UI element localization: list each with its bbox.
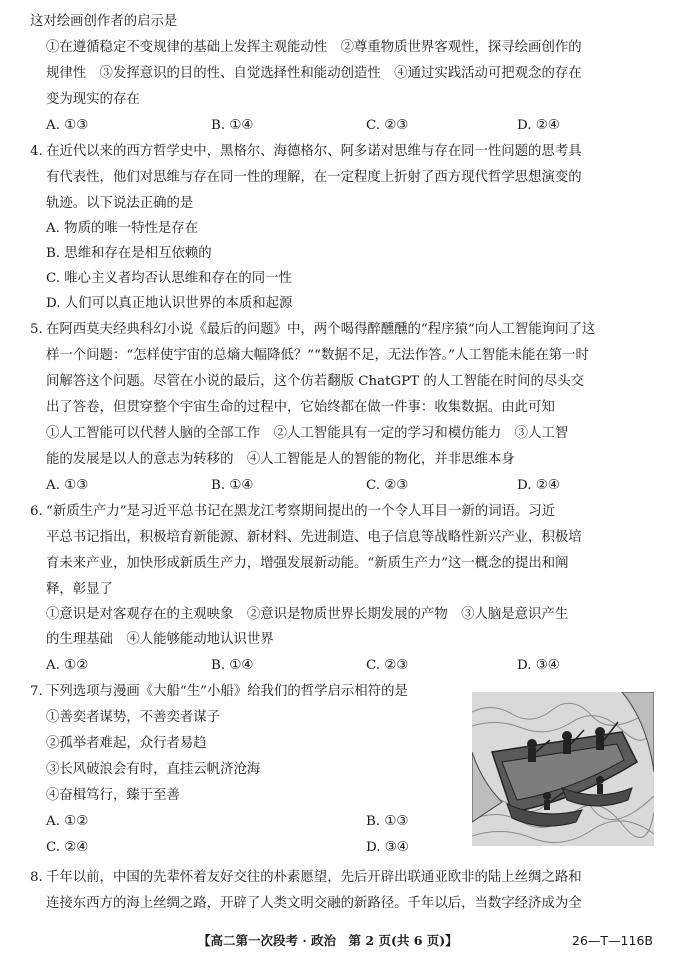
q6-number: 6. <box>30 504 43 519</box>
q6-stem-line: 育未来产业，加快形成新质生产力，增强发展新动能。“新质生产力”这一概念的提出和阐 <box>46 556 569 571</box>
q3-option-line: 规律性 ③发挥意识的目的性、自觉选择性和能动创造性 ④通过实践活动可把观念的存在 <box>46 66 582 81</box>
q3-stem: 这对绘画创作者的启示是 <box>30 14 178 29</box>
q7-number: 7. <box>30 684 43 699</box>
q6-stem-line: 释，彰显了 <box>46 582 113 597</box>
q6-answer-b: B. ①④ <box>211 658 254 673</box>
q3-answer-a: A. ①③ <box>46 118 89 133</box>
q6-option-line: ①意识是对客观存在的主观映象 ②意识是物质世界长期发展的产物 ③人脑是意识产生 <box>46 607 569 622</box>
q7-option-2: ②孤举者难起，众行者易趋 <box>46 736 207 751</box>
q5-stem-line: 在阿西莫夫经典科幻小说《最后的问题》中，两个喝得醉醺醺的“程序猿”向人工智能询问了这 <box>46 322 596 337</box>
q3-answer-b: B. ①④ <box>211 118 254 133</box>
q4-choice-d: D. 人们可以真正地认识世界的本质和起源 <box>46 296 293 311</box>
q7-answer-b: B. ①③ <box>366 814 409 829</box>
q4-number: 4. <box>30 144 43 159</box>
q8-stem-line: 千年以前，中国的先辈怀着友好交往的朴素愿望，先后开辟出联通亚欧非的陆上丝绸之路和 <box>46 870 582 885</box>
q4-stem-line: 有代表性，他们对思维与存在同一性的理解，在一定程度上折射了西方现代哲学思想演变的 <box>46 170 582 185</box>
q8-stem-line: 连接东西方的海上丝绸之路，开辟了人类文明交融的新路径。千年以后，当数字经济成为全 <box>46 896 582 911</box>
q5-answer-b: B. ①④ <box>211 478 254 493</box>
q4-choice-b: B. 思维和存在是相互依赖的 <box>46 246 212 261</box>
q5-option-line: ①人工智能可以代替人脑的全部工作 ②人工智能具有一定的学习和模仿能力 ③人工智 <box>46 426 569 441</box>
boat-cartoon-illustration <box>472 692 654 846</box>
q6-option-line: 的生理基础 ④人能够能动地认识世界 <box>46 632 274 647</box>
q5-stem-line: 出了答卷，但贯穿整个宇宙生命的过程中，它始终都在做一件事：收集数据。由此可知 <box>46 400 555 415</box>
q4-choice-c: C. 唯心主义者均否认思维和存在的同一性 <box>46 271 292 286</box>
q7-answer-a: A. ①② <box>46 814 89 829</box>
q8-number: 8. <box>30 870 43 885</box>
q5-answer-d: D. ②④ <box>517 478 560 493</box>
q7-option-1: ①善奕者谋势，不善奕者谋子 <box>46 710 221 725</box>
page-footer <box>0 930 677 952</box>
q6-stem-line: “新质生产力”是习近平总书记在黑龙江考察期间提出的一个令人耳目一新的词语。习近 <box>46 504 556 519</box>
exam-code: 26—T—116B <box>572 933 653 948</box>
q3-option-line: ①在遵循稳定不变规律的基础上发挥主观能动性 ②尊重物质世界客观性，探寻绘画创作的 <box>46 40 582 55</box>
q7-answer-d: D. ③④ <box>366 840 409 855</box>
q3-answer-c: C. ②③ <box>366 118 409 133</box>
q7-option-4: ④奋楫笃行，臻于至善 <box>46 788 180 803</box>
q7-option-3: ③长风破浪会有时，直挂云帆济沧海 <box>46 762 261 777</box>
q6-answer-a: A. ①② <box>46 658 89 673</box>
q3-option-line: 变为现实的存在 <box>46 92 140 107</box>
q5-answer-a: A. ①③ <box>46 478 89 493</box>
q4-choice-a: A. 物质的唯一特性是存在 <box>46 221 199 236</box>
q4-stem-line: 轨迹。以下说法正确的是 <box>46 196 194 211</box>
q5-stem-line: 间解答这个问题。尽管在小说的最后，这个仿若翻版 ChatGPT 的人工智能在时间的尽头交 <box>46 374 585 389</box>
q5-option-line: 能的发展是以人的意志为转移的 ④人工智能是人的智能的物化，并非思维本身 <box>46 452 515 467</box>
q5-answer-c: C. ②③ <box>366 478 409 493</box>
q4-stem-line: 在近代以来的西方哲学史中，黑格尔、海德格尔、阿多诺对思维与存在同一性问题的思考具 <box>46 144 582 159</box>
q6-answer-d: D. ③④ <box>517 658 560 673</box>
exam-footer-title: 【高二第一次段考 · 政治 第 2 页(共 6 页)】 <box>198 933 458 948</box>
q5-stem-line: 样一个问题：“怎样使宇宙的总熵大幅降低？”“数据不足，无法作答。”人工智能未能在第一时 <box>46 348 589 363</box>
q6-answer-c: C. ②③ <box>366 658 409 673</box>
q3-answer-d: D. ②④ <box>517 118 560 133</box>
q7-answer-c: C. ②④ <box>46 840 89 855</box>
q7-stem: 下列选项与漫画《大船“生”小船》给我们的哲学启示相符的是 <box>46 684 408 699</box>
q6-stem-line: 平总书记指出，积极培育新能源、新材料、先进制造、电子信息等战略性新兴产业，积极培 <box>46 530 582 545</box>
q5-number: 5. <box>30 322 43 337</box>
